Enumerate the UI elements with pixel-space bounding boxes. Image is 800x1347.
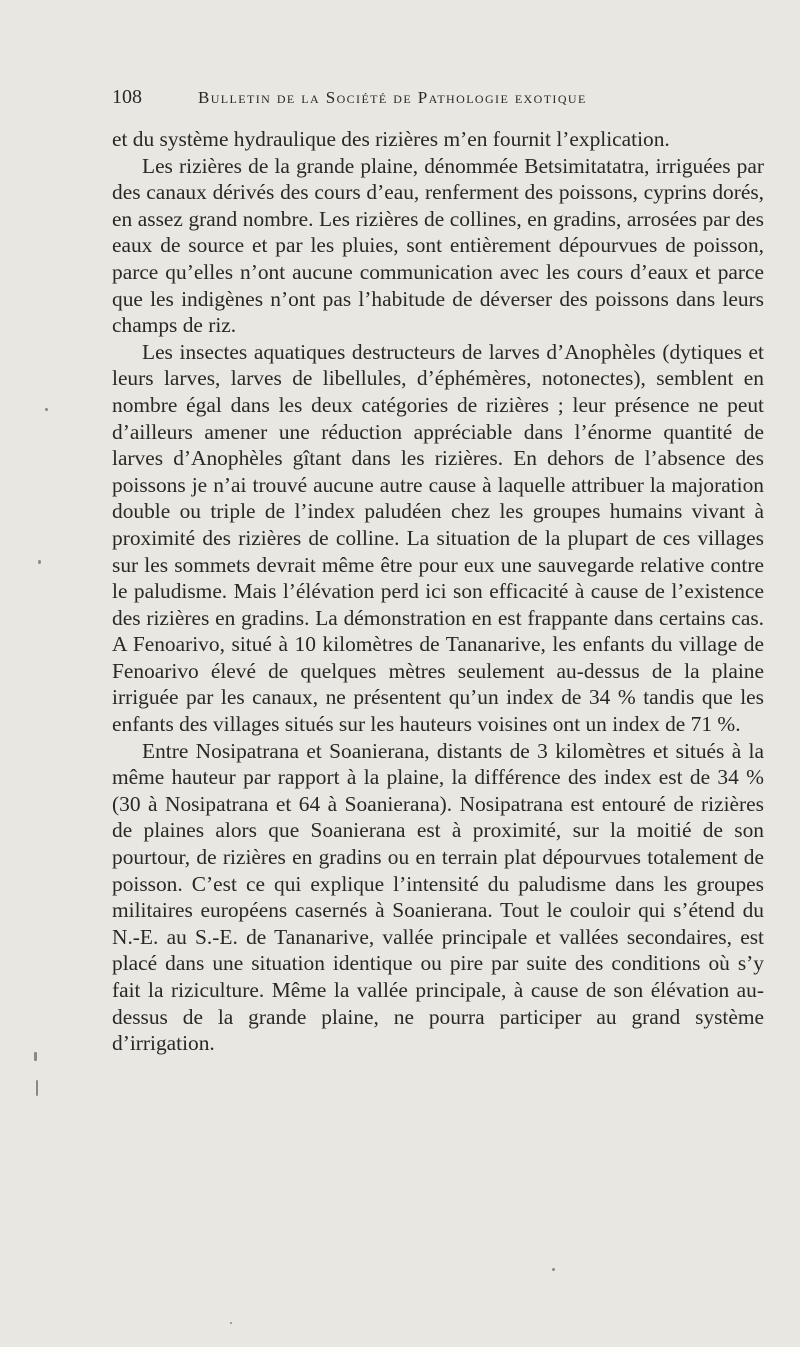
running-title: Bulletin de la Société de Pathologie exotique	[198, 88, 587, 107]
running-header	[112, 86, 672, 109]
page-number: 108	[112, 86, 142, 108]
paragraph-aquatic-insects: Les insectes aquatiques destructeurs de larves d’Anophèles (dytiques et leurs larves, larves de libellules, d’éphémères, notonectes), semblent en nombre égal dans les deux catégories de rizières ; leur présence ne peut d’ailleurs amener une réduction appréciable dans l’énorme quantité de larves d’Anophèles gîtant dans les rizières. En dehors de l’absence des poissons je n’ai trouvé aucune autre cause à laquelle attribuer la majoration double ou triple de l’index paludéen chez les groupes humains vivant à proximité des rizières de colline. La situation de la plupart de ces villages sur les sommets devrait même être pour eux une sauvegarde relative contre le paludisme. Mais l’élévation perd ici son efficacité à cause de l’existence des rizières en gradins. La démonstration en est frappante dans certains cas. A Fenoarivo, situé à 10 kilomètres de Tananarive, les enfants du village de Fenoarivo élevé de quelques mètres seulement au-dessus de la plaine irriguée par les canaux, ne présentent qu’un index de 34 % tandis que les enfants des villages situés sur les hauteurs voisines ont un index de 71 %.	[112, 339, 764, 737]
paragraph-nosipatrana-soanierana: Entre Nosipatrana et Soanierana, distants de 3 kilomètres et situés à la même hauteur par rapport à la plaine, la différence des index est de 34 % (30 à Nosipatrana et 64 à Soanierana). Nosipatrana est entouré de rizières de plaines alors que Soanierana est à proximité, sur la moitié de son pourtour, de rizières en gradins ou en terrain plat dépourvues totalement de poisson. C’est ce qui explique l’intensité du paludisme dans les groupes militaires européens casernés à Soanierana. Tout le couloir qui s’étend du N.-E. au S.-E. de Tananarive, vallée principale et vallées secondaires, est placé dans une situation identique ou pire par suite des conditions où s’y fait la riziculture. Même la vallée principale, à cause de son élévation au-dessus de la grande plaine, ne pourra participer au grand système d’irrigation.	[112, 738, 764, 1056]
body-text	[112, 126, 764, 1057]
paragraph-continuation: et du système hydraulique des rizières m’en fournit l’explication.	[112, 127, 670, 151]
paragraph-rice-fields: Les rizières de la grande plaine, dénommée Betsimitatatra, irriguées par des canaux dérivés des cours d’eau, renferment des poissons, cyprins dorés, en assez grand nombre. Les rizières de collines, en gradins, arrosées par des eaux de source et par les pluies, sont entièrement dépourvues de poisson, parce qu’elles n’ont aucune communication avec les cours d’eaux et parce que les indigènes n’ont pas l’habitude de déverser des poissons dans leurs champs de riz.	[112, 153, 764, 338]
